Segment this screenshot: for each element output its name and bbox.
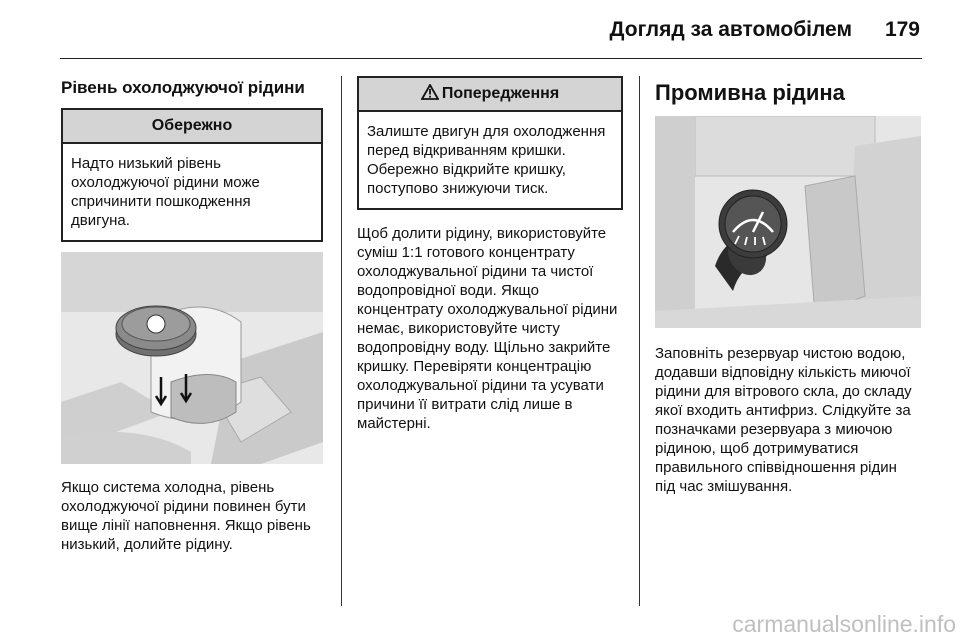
caution-heading: Обережно (63, 110, 321, 144)
coolant-section-title: Рівень охолоджуючої рідини (61, 78, 305, 97)
washer-section-title: Промивна рідина (655, 80, 845, 105)
column-coolant (61, 76, 323, 554)
warning-box (357, 76, 623, 210)
warning-text: Залиште двигун для охолодження перед відкриванням кришки. Обережно відкрийте кришку, поступово знижуючи тиск. (367, 123, 606, 197)
warning-triangle-icon (421, 84, 439, 100)
page-header (0, 0, 960, 60)
header-rule (60, 58, 922, 59)
watermark: carmanualsonline.info (732, 611, 956, 637)
page-number: 179 (884, 18, 920, 41)
warning-heading-row (359, 78, 621, 112)
column-divider-2 (639, 76, 640, 606)
coolant-reservoir-image (61, 252, 323, 464)
washer-fluid-paragraph: Заповніть резервуар чистою водою, додавши відповідну кількість миючої рідини для вітрового скла, до складу якої входить антифриз. Слідкуйте за позначками резервуара з миючою рідиною, щоб дотримуватися правильного співвідношення рідин під час змішування. (655, 345, 912, 495)
header-title: Догляд за автомобілем (609, 18, 852, 41)
caution-text: Надто низький рівень охолоджуючої рідини може спричинити пошкодження двигуна. (71, 155, 260, 229)
top-up-paragraph: Щоб долити рідину, використовуйте суміш 1:1 готового концентрату охолоджувальної рідини та чистої водопровідної води. Якщо концентрату охолоджувальної рідини немає, використовуйте чисту водопровідну воду. Щільно закрийте кришку. Перевіряти концентрацію охолоджувальної рідини та усувати причини її витрати слід лише в майстерні. (357, 225, 618, 432)
column-warning (357, 76, 623, 433)
coolant-level-paragraph: Якщо система холодна, рівень охолоджуючої рідини повинен бути вище лінії наповнення. Якщо рівень низький, долийте рідину. (61, 479, 311, 553)
washer-reservoir-image (655, 116, 921, 328)
column-washer (655, 76, 921, 496)
column-divider-1 (341, 76, 342, 606)
caution-box (61, 108, 323, 242)
warning-heading: Попередження (441, 85, 560, 102)
